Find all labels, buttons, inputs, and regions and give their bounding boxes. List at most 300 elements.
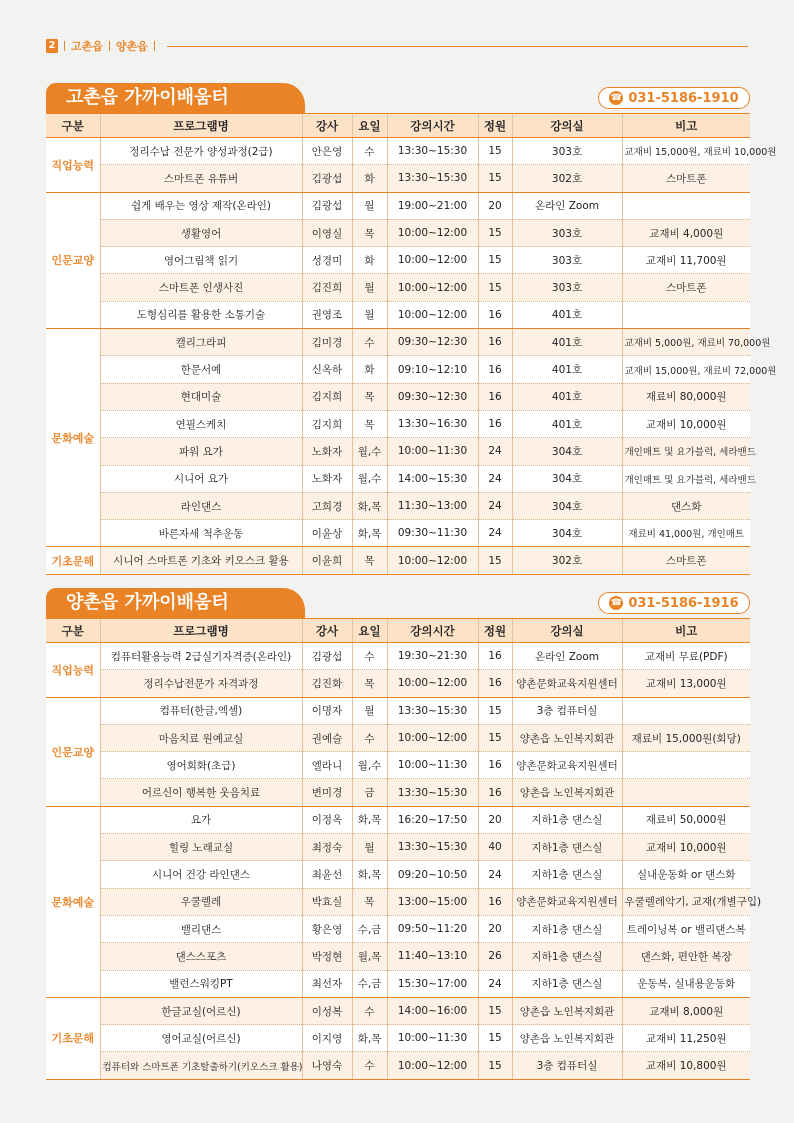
column-header: 정원: [478, 114, 512, 138]
day-cell: 수,금: [352, 915, 387, 942]
table-row: [46, 247, 750, 274]
note-cell: [622, 752, 750, 779]
instructor-cell: 엘라니: [302, 752, 352, 779]
table-row: [46, 643, 750, 670]
program-name-cell: 현대미술: [100, 383, 302, 410]
day-cell: 월,수: [352, 752, 387, 779]
room-cell: 401호: [512, 329, 622, 356]
instructor-cell: 박효실: [302, 888, 352, 915]
program-name-cell: 정리수납전문가 자격과정: [100, 670, 302, 697]
table-row: [46, 383, 750, 410]
instructor-cell: 성경미: [302, 247, 352, 274]
time-cell: 11:30~13:00: [387, 492, 478, 519]
program-name-cell: 힐링 노래교실: [100, 834, 302, 861]
time-cell: 10:00~12:00: [387, 274, 478, 301]
time-cell: 10:00~12:00: [387, 547, 478, 574]
category-cell: 기초문해: [46, 547, 100, 574]
room-cell: 401호: [512, 356, 622, 383]
room-cell: 303호: [512, 138, 622, 165]
note-cell: 재료비 41,000원, 개인매트: [622, 520, 750, 547]
room-cell: 304호: [512, 520, 622, 547]
table-row: [46, 547, 750, 574]
time-cell: 09:50~11:20: [387, 915, 478, 942]
note-cell: 개인매트 및 요가블럭, 세라밴드: [622, 438, 750, 465]
day-cell: 목: [352, 670, 387, 697]
capacity-cell: 15: [478, 1025, 512, 1052]
room-cell: 304호: [512, 438, 622, 465]
section-header: [46, 83, 750, 113]
note-cell: 우쿨렐레악기, 교재(개별구입): [622, 888, 750, 915]
crumb-gochon: 고촌읍: [71, 40, 103, 53]
program-name-cell: 라인댄스: [100, 492, 302, 519]
table-row: [46, 520, 750, 547]
time-cell: 10:00~11:30: [387, 752, 478, 779]
instructor-cell: 김광섭: [302, 165, 352, 192]
category-cell: 직업능력: [46, 643, 100, 698]
column-header: 강사: [302, 619, 352, 643]
time-cell: 10:00~12:00: [387, 1052, 478, 1079]
capacity-cell: 24: [478, 465, 512, 492]
note-cell: 교재비 4,000원: [622, 219, 750, 246]
time-cell: 10:00~11:30: [387, 1025, 478, 1052]
day-cell: 수: [352, 1052, 387, 1079]
program-name-cell: 밸런스워킹PT: [100, 970, 302, 997]
capacity-cell: 20: [478, 806, 512, 833]
table-row: [46, 834, 750, 861]
capacity-cell: 15: [478, 1052, 512, 1079]
program-name-cell: 시니어 요가: [100, 465, 302, 492]
time-cell: 13:30~15:30: [387, 834, 478, 861]
program-name-cell: 컴퓨터활용능력 2급실기자격증(온라인): [100, 643, 302, 670]
day-cell: 월: [352, 274, 387, 301]
time-cell: 10:00~12:00: [387, 670, 478, 697]
table-row: [46, 1025, 750, 1052]
table-row: [46, 670, 750, 697]
capacity-cell: 15: [478, 274, 512, 301]
column-header: 비고: [622, 114, 750, 138]
time-cell: 13:30~15:30: [387, 165, 478, 192]
section-title: 양촌읍 가까이배움터: [46, 588, 305, 618]
room-cell: 온라인 Zoom: [512, 192, 622, 219]
separator: [154, 41, 155, 51]
room-cell: 양촌읍 노인복지회관: [512, 1025, 622, 1052]
capacity-cell: 16: [478, 670, 512, 697]
column-header: 강의시간: [387, 114, 478, 138]
note-cell: 개인매트 및 요가블럭, 세라밴드: [622, 465, 750, 492]
program-name-cell: 영어교실(어르신): [100, 1025, 302, 1052]
capacity-cell: 15: [478, 219, 512, 246]
column-header: 정원: [478, 619, 512, 643]
table-row: [46, 192, 750, 219]
phone-icon: ☎: [610, 93, 622, 103]
table-row: [46, 861, 750, 888]
page-header: [46, 38, 748, 54]
table-row: [46, 274, 750, 301]
day-cell: 화,목: [352, 1025, 387, 1052]
phone-icon: ☎: [610, 598, 622, 608]
table-row: [46, 779, 750, 806]
separator: [109, 41, 110, 51]
capacity-cell: 26: [478, 943, 512, 970]
table-row: [46, 438, 750, 465]
day-cell: 수: [352, 997, 387, 1024]
time-cell: 19:00~21:00: [387, 192, 478, 219]
column-header: 강의실: [512, 114, 622, 138]
section-header: [46, 588, 750, 618]
column-header: 구분: [46, 619, 100, 643]
day-cell: 화: [352, 356, 387, 383]
instructor-cell: 이윤희: [302, 547, 352, 574]
program-name-cell: 스마트폰 인생사진: [100, 274, 302, 301]
time-cell: 09:30~11:30: [387, 520, 478, 547]
day-cell: 화,목: [352, 520, 387, 547]
note-cell: 교재비 10,000원: [622, 410, 750, 437]
time-cell: 13:00~15:00: [387, 888, 478, 915]
note-cell: 실내운동화 or 댄스화: [622, 861, 750, 888]
table-row: [46, 943, 750, 970]
table-row: [46, 329, 750, 356]
day-cell: 월,수: [352, 465, 387, 492]
program-name-cell: 정리수납 전문가 양성과정(2급): [100, 138, 302, 165]
capacity-cell: 20: [478, 915, 512, 942]
column-header: 요일: [352, 114, 387, 138]
capacity-cell: 16: [478, 779, 512, 806]
column-header: 프로그램명: [100, 114, 302, 138]
note-cell: 교재비 10,800원: [622, 1052, 750, 1079]
header-rule: [167, 46, 748, 47]
instructor-cell: 고희경: [302, 492, 352, 519]
capacity-cell: 15: [478, 724, 512, 751]
time-cell: 13:30~15:30: [387, 697, 478, 724]
room-cell: 302호: [512, 165, 622, 192]
instructor-cell: 권예슬: [302, 724, 352, 751]
note-cell: 댄스화: [622, 492, 750, 519]
program-name-cell: 영어회화(초급): [100, 752, 302, 779]
capacity-cell: 24: [478, 861, 512, 888]
room-cell: 3층 컴퓨터실: [512, 1052, 622, 1079]
page-number: 2: [46, 39, 58, 53]
capacity-cell: 16: [478, 329, 512, 356]
table-row: [46, 301, 750, 328]
category-cell: 직업능력: [46, 138, 100, 193]
instructor-cell: 노화자: [302, 438, 352, 465]
crumb-yangchon: 양촌읍: [115, 40, 148, 53]
table-row: [46, 697, 750, 724]
time-cell: 10:00~12:00: [387, 247, 478, 274]
program-name-cell: 영어그림책 읽기: [100, 247, 302, 274]
table-row: [46, 492, 750, 519]
day-cell: 수: [352, 643, 387, 670]
table-header: [46, 114, 750, 138]
program-name-cell: 댄스스포츠: [100, 943, 302, 970]
note-cell: 교재비 11,700원: [622, 247, 750, 274]
instructor-cell: 나영숙: [302, 1052, 352, 1079]
room-cell: 양촌읍 노인복지회관: [512, 779, 622, 806]
program-table: [46, 618, 762, 1080]
program-name-cell: 마음치료 원예교실: [100, 724, 302, 751]
time-cell: 16:20~17:50: [387, 806, 478, 833]
note-cell: [622, 697, 750, 724]
table-header: [46, 619, 750, 643]
capacity-cell: 24: [478, 438, 512, 465]
column-header: 강의실: [512, 619, 622, 643]
room-cell: 지하1층 댄스실: [512, 806, 622, 833]
note-cell: 운동복, 실내용운동화: [622, 970, 750, 997]
column-header: 강사: [302, 114, 352, 138]
program-name-cell: 한문서예: [100, 356, 302, 383]
instructor-cell: 황은영: [302, 915, 352, 942]
capacity-cell: 15: [478, 547, 512, 574]
note-cell: 트레이닝복 or 밸리댄스복: [622, 915, 750, 942]
day-cell: 화,목: [352, 492, 387, 519]
table-row: [46, 724, 750, 751]
room-cell: 401호: [512, 383, 622, 410]
program-table: [46, 113, 777, 575]
note-cell: 재료비 80,000원: [622, 383, 750, 410]
day-cell: 화: [352, 247, 387, 274]
program-name-cell: 캘리그라피: [100, 329, 302, 356]
category-cell: 문화예술: [46, 329, 100, 547]
instructor-cell: 최정숙: [302, 834, 352, 861]
room-cell: 온라인 Zoom: [512, 643, 622, 670]
time-cell: 09:30~12:30: [387, 383, 478, 410]
capacity-cell: 24: [478, 520, 512, 547]
instructor-cell: 김미경: [302, 329, 352, 356]
note-cell: 스마트폰: [622, 165, 750, 192]
day-cell: 목: [352, 410, 387, 437]
time-cell: 19:30~21:30: [387, 643, 478, 670]
instructor-cell: 노화자: [302, 465, 352, 492]
room-cell: 지하1층 댄스실: [512, 834, 622, 861]
program-name-cell: 생활영어: [100, 219, 302, 246]
room-cell: 303호: [512, 247, 622, 274]
day-cell: 목: [352, 547, 387, 574]
note-cell: 교재비 15,000원, 재료비 10,000원: [622, 138, 750, 165]
day-cell: 월: [352, 697, 387, 724]
table-row: [46, 997, 750, 1024]
time-cell: 10:00~12:00: [387, 219, 478, 246]
program-name-cell: 쉽게 배우는 영상 제작(온라인): [100, 192, 302, 219]
room-cell: 401호: [512, 301, 622, 328]
instructor-cell: 최윤선: [302, 861, 352, 888]
room-cell: 양촌문화교육지원센터: [512, 888, 622, 915]
capacity-cell: 15: [478, 697, 512, 724]
time-cell: 13:30~16:30: [387, 410, 478, 437]
room-cell: 304호: [512, 465, 622, 492]
room-cell: 지하1층 댄스실: [512, 970, 622, 997]
section-title: 고촌읍 가까이배움터: [46, 83, 305, 113]
phone-badge: [598, 592, 750, 614]
program-name-cell: 어르신이 행복한 웃음치료: [100, 779, 302, 806]
table-row: [46, 915, 750, 942]
room-cell: 401호: [512, 410, 622, 437]
table-row: [46, 1052, 750, 1079]
section-yangchon: [46, 588, 762, 1080]
instructor-cell: 김지희: [302, 410, 352, 437]
note-cell: [622, 192, 750, 219]
table-row: [46, 165, 750, 192]
time-cell: 14:00~15:30: [387, 465, 478, 492]
time-cell: 14:00~16:00: [387, 997, 478, 1024]
table-row: [46, 410, 750, 437]
instructor-cell: 변미경: [302, 779, 352, 806]
table-row: [46, 465, 750, 492]
instructor-cell: 신옥하: [302, 356, 352, 383]
instructor-cell: 권영조: [302, 301, 352, 328]
room-cell: 양촌읍 노인복지회관: [512, 724, 622, 751]
note-cell: 댄스화, 편안한 복장: [622, 943, 750, 970]
separator: [64, 41, 65, 51]
note-cell: 스마트폰: [622, 547, 750, 574]
table-row: [46, 970, 750, 997]
program-name-cell: 한글교실(어르신): [100, 997, 302, 1024]
column-header: 구분: [46, 114, 100, 138]
capacity-cell: 16: [478, 383, 512, 410]
day-cell: 금: [352, 779, 387, 806]
note-cell: 스마트폰: [622, 274, 750, 301]
note-cell: 재료비 50,000원: [622, 806, 750, 833]
day-cell: 목: [352, 219, 387, 246]
capacity-cell: 15: [478, 138, 512, 165]
note-cell: 교재비 13,000원: [622, 670, 750, 697]
program-name-cell: 시니어 스마트폰 기초와 키오스크 활용: [100, 547, 302, 574]
program-name-cell: 시니어 건강 라인댄스: [100, 861, 302, 888]
day-cell: 수,금: [352, 970, 387, 997]
room-cell: 지하1층 댄스실: [512, 943, 622, 970]
capacity-cell: 16: [478, 752, 512, 779]
capacity-cell: 16: [478, 301, 512, 328]
day-cell: 수: [352, 724, 387, 751]
instructor-cell: 이윤상: [302, 520, 352, 547]
instructor-cell: 김진화: [302, 670, 352, 697]
day-cell: 화: [352, 165, 387, 192]
phone-number: 031-5186-1910: [628, 90, 739, 106]
note-cell: 재료비 15,000원(회당): [622, 724, 750, 751]
room-cell: 양촌문화교육지원센터: [512, 752, 622, 779]
column-header: 비고: [622, 619, 750, 643]
capacity-cell: 16: [478, 643, 512, 670]
day-cell: 수: [352, 138, 387, 165]
program-name-cell: 컴퓨터와 스마트폰 기초탈출하기(키오스크 활용): [100, 1052, 302, 1079]
day-cell: 월,목: [352, 943, 387, 970]
instructor-cell: 이명자: [302, 697, 352, 724]
phone-badge: [598, 87, 750, 109]
time-cell: 09:30~12:30: [387, 329, 478, 356]
table-row: [46, 806, 750, 833]
note-cell: 교재비 8,000원: [622, 997, 750, 1024]
room-cell: 303호: [512, 274, 622, 301]
instructor-cell: 안은영: [302, 138, 352, 165]
day-cell: 월: [352, 301, 387, 328]
category-cell: 문화예술: [46, 806, 100, 997]
capacity-cell: 16: [478, 410, 512, 437]
capacity-cell: 15: [478, 165, 512, 192]
time-cell: 13:30~15:30: [387, 138, 478, 165]
instructor-cell: 김광섭: [302, 192, 352, 219]
instructor-cell: 김광섭: [302, 643, 352, 670]
column-header: 요일: [352, 619, 387, 643]
time-cell: 15:30~17:00: [387, 970, 478, 997]
column-header: 강의시간: [387, 619, 478, 643]
time-cell: 09:10~12:10: [387, 356, 478, 383]
instructor-cell: 이지영: [302, 1025, 352, 1052]
capacity-cell: 16: [478, 356, 512, 383]
capacity-cell: 40: [478, 834, 512, 861]
column-header: 프로그램명: [100, 619, 302, 643]
room-cell: 지하1층 댄스실: [512, 915, 622, 942]
program-name-cell: 도형심리를 활용한 소통기술: [100, 301, 302, 328]
program-name-cell: 밸리댄스: [100, 915, 302, 942]
program-name-cell: 컴퓨터(한글,엑셀): [100, 697, 302, 724]
instructor-cell: 이정옥: [302, 806, 352, 833]
program-name-cell: 바른자세 척추운동: [100, 520, 302, 547]
instructor-cell: 이영실: [302, 219, 352, 246]
table-row: [46, 138, 750, 165]
note-cell: 교재비 5,000원, 재료비 70,000원: [622, 329, 750, 356]
section-gochon: [46, 83, 777, 575]
program-name-cell: 연필스케치: [100, 410, 302, 437]
time-cell: 13:30~15:30: [387, 779, 478, 806]
note-cell: 교재비 10,000원: [622, 834, 750, 861]
table-row: [46, 356, 750, 383]
capacity-cell: 20: [478, 192, 512, 219]
time-cell: 10:00~12:00: [387, 724, 478, 751]
capacity-cell: 15: [478, 997, 512, 1024]
day-cell: 월: [352, 834, 387, 861]
day-cell: 목: [352, 888, 387, 915]
program-name-cell: 요가: [100, 806, 302, 833]
note-cell: [622, 779, 750, 806]
room-cell: 303호: [512, 219, 622, 246]
phone-number: 031-5186-1916: [628, 595, 739, 611]
room-cell: 302호: [512, 547, 622, 574]
capacity-cell: 24: [478, 970, 512, 997]
room-cell: 양촌읍 노인복지회관: [512, 997, 622, 1024]
instructor-cell: 박정현: [302, 943, 352, 970]
room-cell: 양촌문화교육지원센터: [512, 670, 622, 697]
category-cell: 인문교양: [46, 697, 100, 806]
time-cell: 11:40~13:10: [387, 943, 478, 970]
time-cell: 09:20~10:50: [387, 861, 478, 888]
day-cell: 수: [352, 329, 387, 356]
table-row: [46, 219, 750, 246]
day-cell: 목: [352, 383, 387, 410]
note-cell: [622, 301, 750, 328]
instructor-cell: 최선자: [302, 970, 352, 997]
room-cell: 지하1층 댄스실: [512, 861, 622, 888]
category-cell: 인문교양: [46, 192, 100, 328]
program-name-cell: 스마트폰 유튜버: [100, 165, 302, 192]
day-cell: 화,목: [352, 806, 387, 833]
program-name-cell: 파워 요가: [100, 438, 302, 465]
day-cell: 화,목: [352, 861, 387, 888]
note-cell: 교재비 무료(PDF): [622, 643, 750, 670]
program-name-cell: 우쿨렐레: [100, 888, 302, 915]
time-cell: 10:00~11:30: [387, 438, 478, 465]
day-cell: 월,수: [352, 438, 387, 465]
time-cell: 10:00~12:00: [387, 301, 478, 328]
instructor-cell: 김진희: [302, 274, 352, 301]
note-cell: 교재비 11,250원: [622, 1025, 750, 1052]
capacity-cell: 24: [478, 492, 512, 519]
table-row: [46, 888, 750, 915]
instructor-cell: 이성복: [302, 997, 352, 1024]
capacity-cell: 16: [478, 888, 512, 915]
category-cell: 기초문해: [46, 997, 100, 1079]
capacity-cell: 15: [478, 247, 512, 274]
instructor-cell: 김지희: [302, 383, 352, 410]
table-row: [46, 752, 750, 779]
